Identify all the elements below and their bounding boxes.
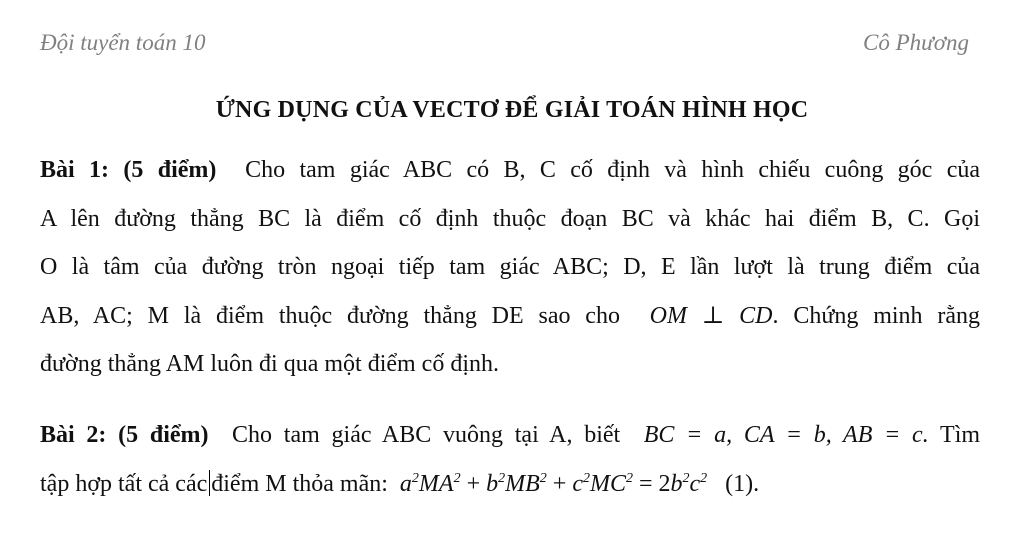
problem-2-intro: Cho tam giác ABC vuông tại A, biết xyxy=(232,422,621,448)
header-right: Cô Phương xyxy=(863,30,969,55)
document-title: ỨNG DỤNG CỦA VECTƠ ĐỂ GIẢI TOÁN HÌNH HỌC xyxy=(215,97,809,123)
problem-2 xyxy=(40,411,980,508)
problem-1-line-2: A lên đường thẳng BC là điểm cố định thuộc đoạn BC và khác hai điểm B, C. Gọi xyxy=(40,205,980,232)
problem-2-line-2-text: tập hợp tất cả các xyxy=(40,470,208,497)
problem-1-line-5: đường thẳng AM luôn đi qua một điểm cố định. xyxy=(40,351,499,377)
side-lengths: BC = a, CA = b, AB = c. xyxy=(643,422,929,448)
problem-2-line-2-mid: điểm M thỏa mãn: xyxy=(211,470,388,497)
problem-1-intro: Cho tam giác ABC có B, C cố định và hình chiếu cuông góc của xyxy=(245,157,981,183)
equation-number: (1). xyxy=(725,470,760,497)
problem-1-line-4 xyxy=(40,292,980,341)
problem-1-line-4-end: . Chứng minh rằng xyxy=(772,302,981,329)
orthogonal-condition: OM ⊥ CD xyxy=(649,302,773,329)
problem-1-line-3: O là tâm của đường tròn ngoại tiếp tam giác ABC; D, E lần lượt là trung điểm của xyxy=(40,254,980,280)
problem-2-line-1-end: Tìm xyxy=(940,422,981,448)
problem-1-line-1 xyxy=(40,146,980,195)
locus-equation: $a^2MA^2 + b^2MB^2 + c^2MC^2 = 2b^2c^2$ xyxy=(399,470,708,497)
problem-1 xyxy=(40,146,980,389)
problem-1-line-4-text: AB, AC; M là điểm thuộc đường thẳng DE sao cho xyxy=(40,302,620,329)
problem-2-label: Bài 2: (5 điểm) xyxy=(40,422,209,448)
problem-2-line-1 xyxy=(40,411,980,460)
header-left: Đội tuyển toán 10 xyxy=(40,30,206,55)
problem-1-label: Bài 1: (5 điểm) xyxy=(40,157,217,183)
problem-2-line-2 xyxy=(40,460,980,509)
